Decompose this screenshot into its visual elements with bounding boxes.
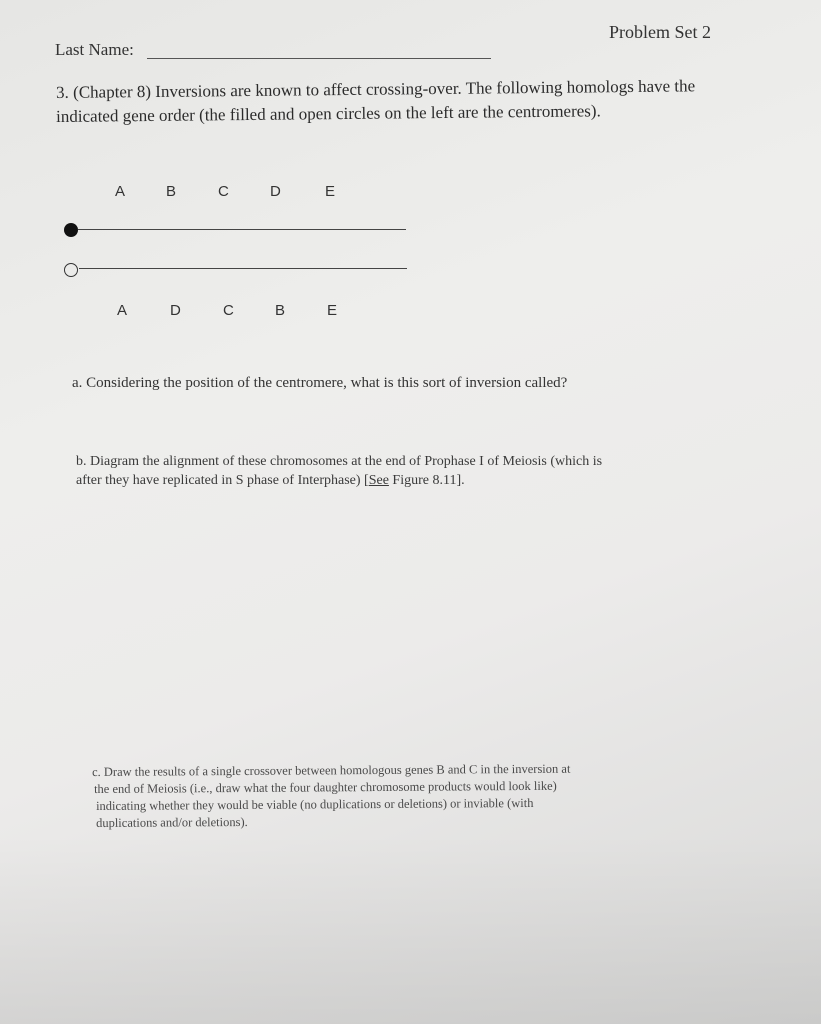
part-c-question-line-2: the end of Meiosis (i.e., draw what the four daughter chromosome products would look like)	[94, 778, 557, 796]
top-gene-label: D	[270, 183, 281, 200]
bottom-gene-label: A	[117, 302, 128, 319]
page-shadow	[0, 834, 821, 1024]
part-b-text: after they have replicated in S phase of Interphase) [	[76, 473, 369, 488]
top-chromosome-line	[78, 229, 406, 230]
bottom-chromosome-line	[79, 268, 407, 269]
see-figure-link: See	[368, 473, 389, 488]
bottom-gene-label: D	[170, 302, 181, 319]
bottom-gene-label: C	[223, 302, 234, 319]
open-centromere-icon	[64, 263, 78, 277]
part-c-question-line-3: indicating whether they would be viable (no duplications or deletions) or inviable (with	[96, 795, 534, 813]
question-3-line-1: 3. (Chapter 8) Inversions are known to affect crossing-over. The following homologs have the	[56, 76, 696, 102]
part-b-figure-ref: Figure 8.11].	[388, 473, 465, 488]
top-gene-label: A	[115, 183, 126, 200]
last-name-blank-line	[147, 58, 491, 59]
bottom-gene-label: B	[275, 302, 286, 319]
bottom-gene-label: E	[327, 302, 338, 319]
part-c-question-line-1: c. Draw the results of a single crossover between homologous genes B and C in the inversion at	[92, 761, 571, 779]
last-name-label: Last Name:	[55, 40, 134, 59]
part-b-question-line-2	[76, 473, 465, 489]
top-gene-label: E	[325, 183, 336, 200]
top-gene-label: C	[218, 183, 229, 200]
problem-set-title: Problem Set 2	[609, 22, 711, 42]
part-a-question: a. Considering the position of the centromere, what is this sort of inversion called?	[72, 375, 568, 391]
question-3-line-2: indicated gene order (the filled and open circles on the left are the centromeres).	[56, 101, 601, 126]
filled-centromere-icon	[64, 223, 78, 237]
part-c-question-line-4: duplications and/or deletions).	[96, 814, 248, 830]
top-gene-label: B	[166, 183, 177, 200]
part-b-question-line-1: b. Diagram the alignment of these chromosomes at the end of Prophase I of Meiosis (which is	[76, 454, 603, 469]
